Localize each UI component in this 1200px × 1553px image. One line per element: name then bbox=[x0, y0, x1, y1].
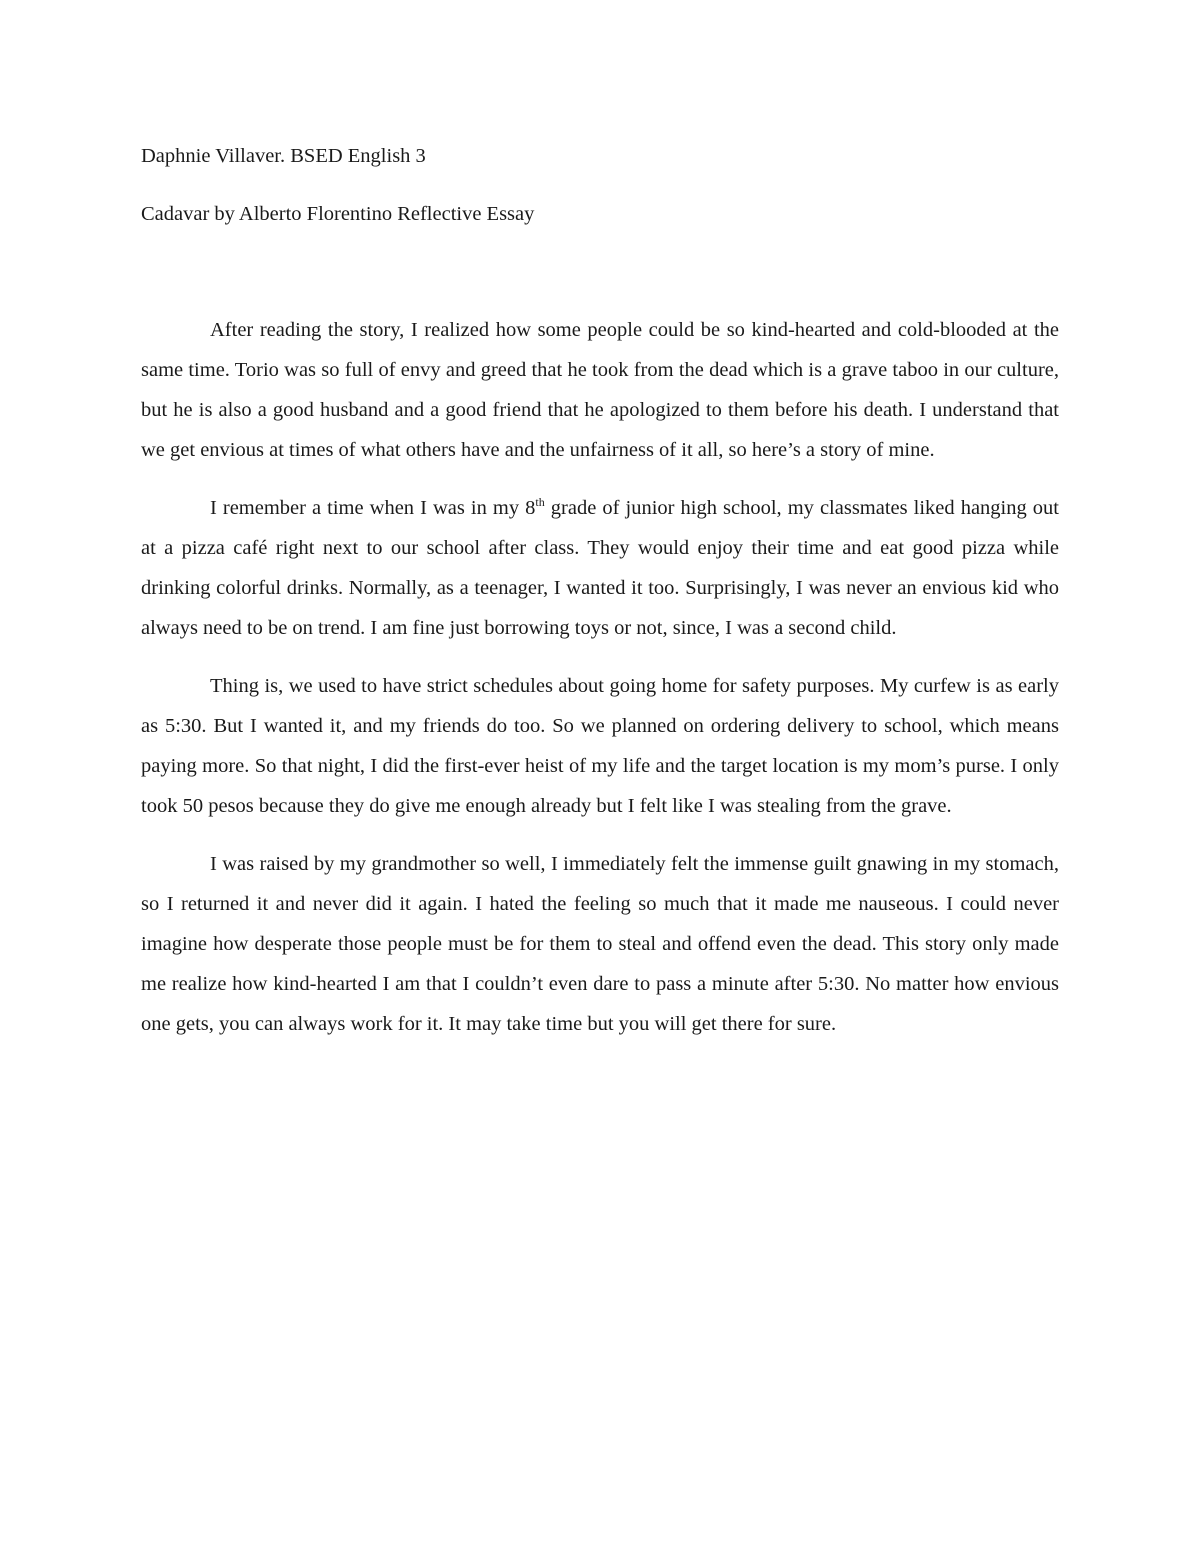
paragraph-2-start: I remember a time when I was in my 8 bbox=[210, 497, 536, 519]
document-content bbox=[141, 140, 1059, 1062]
paragraph-3: Thing is, we used to have strict schedules about going home for safety purposes. My curfew is as early as 5:30. But I wanted it, and my friends do too. So we planned on ordering delivery to school, which means paying more. So that night, I did the first-ever heist of my life and the target location is my mom’s purse. I only took 50 pesos because they do give me enough already but I felt like I was stealing from the grave. bbox=[141, 675, 1059, 817]
essay-title: Cadavar by Alberto Florentino Reflective Essay bbox=[141, 203, 535, 225]
essay-body bbox=[141, 310, 1059, 1044]
ordinal-suffix: th bbox=[535, 495, 545, 510]
author-line: Daphnie Villaver. BSED English 3 bbox=[141, 145, 426, 167]
paragraph-2-rest: grade of junior high school, my classmates liked hanging out at a pizza café right next to our school after class. They would enjoy their time and eat good pizza while drinking colorful drinks. Normally, as a teenager, I wanted it too. Surprisingly, I was never an envious kid who always need to be on trend. I am fine just borrowing toys or not, since, I was a second child. bbox=[141, 497, 1059, 639]
paragraph-1: After reading the story, I realized how some people could be so kind-hearted and cold-blooded at the same time. Torio was so full of envy and greed that he took from the dead which is a grave taboo in our culture, but he is also a good husband and a good friend that he apologized to them before his death. I understand that we get envious at times of what others have and the unfairness of it all, so here’s a story of mine. bbox=[141, 319, 1059, 461]
paragraph-4: I was raised by my grandmother so well, I immediately felt the immense guilt gnawing in my stomach, so I returned it and never did it again. I hated the feeling so much that it made me nauseous. I could never imagine how desperate those people must be for them to steal and offend even the dead. This story only made me realize how kind-hearted I am that I couldn’t even dare to pass a minute after 5:30. No matter how envious one gets, you can always work for it. It may take time but you will get there for sure. bbox=[141, 853, 1059, 1035]
paragraph-2 bbox=[141, 488, 1059, 648]
